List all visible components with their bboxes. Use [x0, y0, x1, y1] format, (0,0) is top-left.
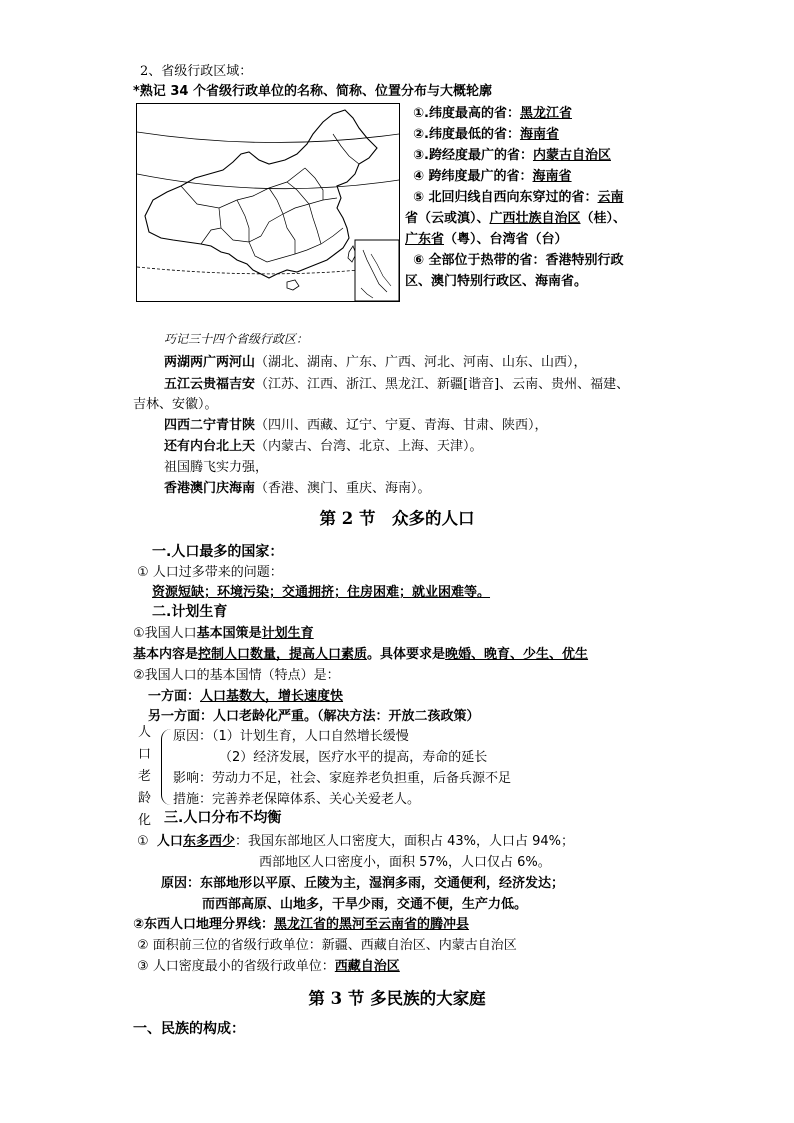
fact-5-text-f: （粤）、台湾省（台）	[444, 232, 568, 247]
s2-dist-line-1	[137, 832, 574, 851]
aging-cause-2: （2）经济发展，医疗水平的提高，寿命的延长	[219, 750, 488, 765]
mnemonic-detail-1: （湖北、湖南、广东、广西、河北、河南、山东、山西），	[255, 355, 587, 370]
s2-content-c: 。具体要求是	[367, 647, 446, 662]
aging-measure: 措施：完善养老保障体系、关心关爱老人。	[173, 792, 421, 807]
aging-char-5: 化	[138, 813, 152, 828]
s2-policy-answer: 计划生育	[261, 626, 314, 641]
section-3-title: 第 3 节 多民族的大家庭	[308, 989, 486, 1008]
mnemonic-detail-2: （江苏、江西、浙江、黑龙江、新疆[谐音]、云南、贵州、福建、	[255, 377, 630, 392]
s2-situation-1-answer: 人口基数大，增长速度快	[200, 689, 344, 704]
s2-content-a: 基本内容是	[133, 647, 199, 662]
fact-3-label: ③.跨经度最广的省：	[413, 148, 533, 163]
fact-3	[413, 146, 611, 165]
s2-content-answer-1: 控制人口数量，提高人口素质	[198, 647, 368, 662]
mnemonic-line-1	[164, 353, 587, 372]
s2-heading-2: 二.计划生育	[152, 604, 228, 620]
s2-boundary-line	[133, 915, 469, 934]
s2-lowest-density	[137, 957, 400, 976]
s2-situation-1-label: 一方面：	[148, 689, 201, 704]
fact-4-label: ④ 跨纬度最广的省：	[413, 169, 533, 184]
s2-lowest-density-label: ③ 人口密度最小的省级行政单位：	[137, 959, 335, 974]
s2-dist-a: 人口	[156, 834, 183, 849]
s2-largest-area: ② 面积前三位的省级行政单位：新疆、西藏自治区、内蒙古自治区	[137, 938, 517, 953]
fact-5-answer-c: 广西壮族自治区	[489, 211, 581, 226]
fact-5-text-d: （桂）、	[580, 211, 627, 226]
s2-situation-2: 另一方面：人口老龄化严重。（解决方法：开放二孩政策）	[148, 709, 480, 724]
fact-1	[413, 104, 572, 123]
aging-brace	[161, 729, 171, 805]
mnemonic-key-4: 还有内台北上天	[164, 439, 256, 454]
mnemonic-line-4	[164, 437, 483, 456]
s2-dist-c: ：我国东部地区人口密度大，面积占 43%，人口占 94%；	[234, 834, 575, 849]
s2-problem-answer: 资源短缺；环境污染；交通拥挤；住房困难；就业困难等。	[152, 585, 491, 600]
fact-5-label: ⑤ 北回归线自西向东穿过的省：	[413, 190, 598, 205]
map-illustration	[137, 104, 399, 301]
s2-boundary-label: ②东西人口地理分界线：	[133, 917, 275, 932]
s2-dist-reason-1: 原因：东部地形以平原、丘陵为主，湿润多雨，交通便利，经济发达；	[161, 876, 565, 891]
aging-char-1: 人	[138, 725, 152, 740]
s2-dist-answer: 东多西少	[182, 834, 235, 849]
aging-impact: 影响：劳动力不足，社会、家庭养老负担重，后备兵源不足	[173, 771, 512, 786]
mnemonic-detail-6: （香港、澳门、重庆、海南）。	[255, 481, 431, 496]
s2-policy-b: 基本国策是	[196, 626, 262, 641]
fact-4	[413, 167, 572, 186]
fact-6: ⑥ 全部位于热带的省：香港特别行政	[413, 253, 624, 268]
s2-content-answer-2: 晚婚、晚育、少生、优生	[445, 647, 589, 662]
s2-lowest-density-answer: 西藏自治区	[334, 959, 400, 974]
mnemonic-title: 巧记三十四个省级行政区：	[164, 332, 309, 346]
fact-5-answer-e: 广东省	[405, 232, 445, 247]
mnemonic-key-6: 香港澳门庆海南	[164, 481, 256, 496]
s2-problem-label: ① 人口过多带来的问题：	[137, 565, 283, 580]
fact-2-label: ②.纬度最低的省：	[413, 127, 520, 142]
mnemonic-line-2	[164, 375, 629, 394]
fact-5-line-3	[405, 230, 568, 249]
s2-situation-1	[148, 687, 343, 706]
memo-line: *熟记 34 个省级行政单位的名称、简称、位置分布与大概轮廓	[133, 84, 492, 99]
china-province-map	[136, 103, 400, 302]
s2-heading-3: 三.人口分布不均衡	[164, 810, 282, 826]
aging-cause-1: 原因：（1）计划生育，人口自然增长缓慢	[173, 729, 409, 744]
fact-5-line-2	[405, 209, 626, 228]
mnemonic-line-5: 祖国腾飞实力强，	[164, 460, 269, 475]
fact-2-answer: 海南省	[519, 127, 559, 142]
s2-dist-line-2: 西部地区人口密度小，面积 57%，人口仅占 6%。	[259, 855, 551, 870]
s2-boundary-answer: 黑龙江省的黑河至云南省的腾冲县	[274, 917, 470, 932]
s2-policy-a: ①我国人口	[133, 626, 197, 641]
fact-5-text-b: 省（云或滇）、	[405, 211, 490, 226]
fact-3-answer: 内蒙古自治区	[532, 148, 611, 163]
mnemonic-detail-3: （四川、西藏、辽宁、宁夏、青海、甘肃、陕西），	[255, 418, 548, 433]
mnemonic-line-2-cont: 吉林、安徽）。	[133, 397, 218, 412]
s2-content-line	[133, 645, 588, 664]
mnemonic-line-3	[164, 416, 548, 435]
s2-situation-label: ②我国人口的基本国情（特点）是：	[133, 668, 340, 683]
s2-heading-1: 一.人口最多的国家：	[152, 544, 284, 560]
mnemonic-detail-4: （内蒙古、台湾、北京、上海、天津）。	[255, 439, 483, 454]
fact-4-answer: 海南省	[532, 169, 572, 184]
s2-dist-num: ①	[137, 834, 149, 849]
section-heading: 2、省级行政区域：	[140, 64, 253, 79]
fact-5	[413, 188, 624, 207]
fact-5-answer-a: 云南	[597, 190, 624, 205]
fact-2	[413, 125, 559, 144]
fact-1-label: ①.纬度最高的省：	[413, 106, 520, 121]
mnemonic-key-2: 五江云贵福吉安	[164, 377, 256, 392]
mnemonic-line-6	[164, 479, 431, 498]
aging-char-4: 龄	[138, 791, 152, 806]
mnemonic-key-3: 四西二宁青甘陕	[164, 418, 256, 433]
fact-6-line-2: 区、澳门特别行政区、海南省。	[405, 274, 588, 289]
s2-policy-line	[133, 624, 314, 643]
section-2-title: 第 2 节 众多的人口	[319, 509, 475, 528]
s3-heading-1: 一、民族的构成：	[133, 1021, 245, 1037]
s2-dist-reason-2: 而西部高原、山地多，干旱少雨，交通不便，生产力低。	[202, 897, 528, 912]
mnemonic-key-1: 两湖两广两河山	[164, 355, 256, 370]
aging-char-2: 口	[138, 747, 152, 762]
aging-char-3: 老	[138, 769, 152, 784]
fact-1-answer: 黑龙江省	[519, 106, 572, 121]
